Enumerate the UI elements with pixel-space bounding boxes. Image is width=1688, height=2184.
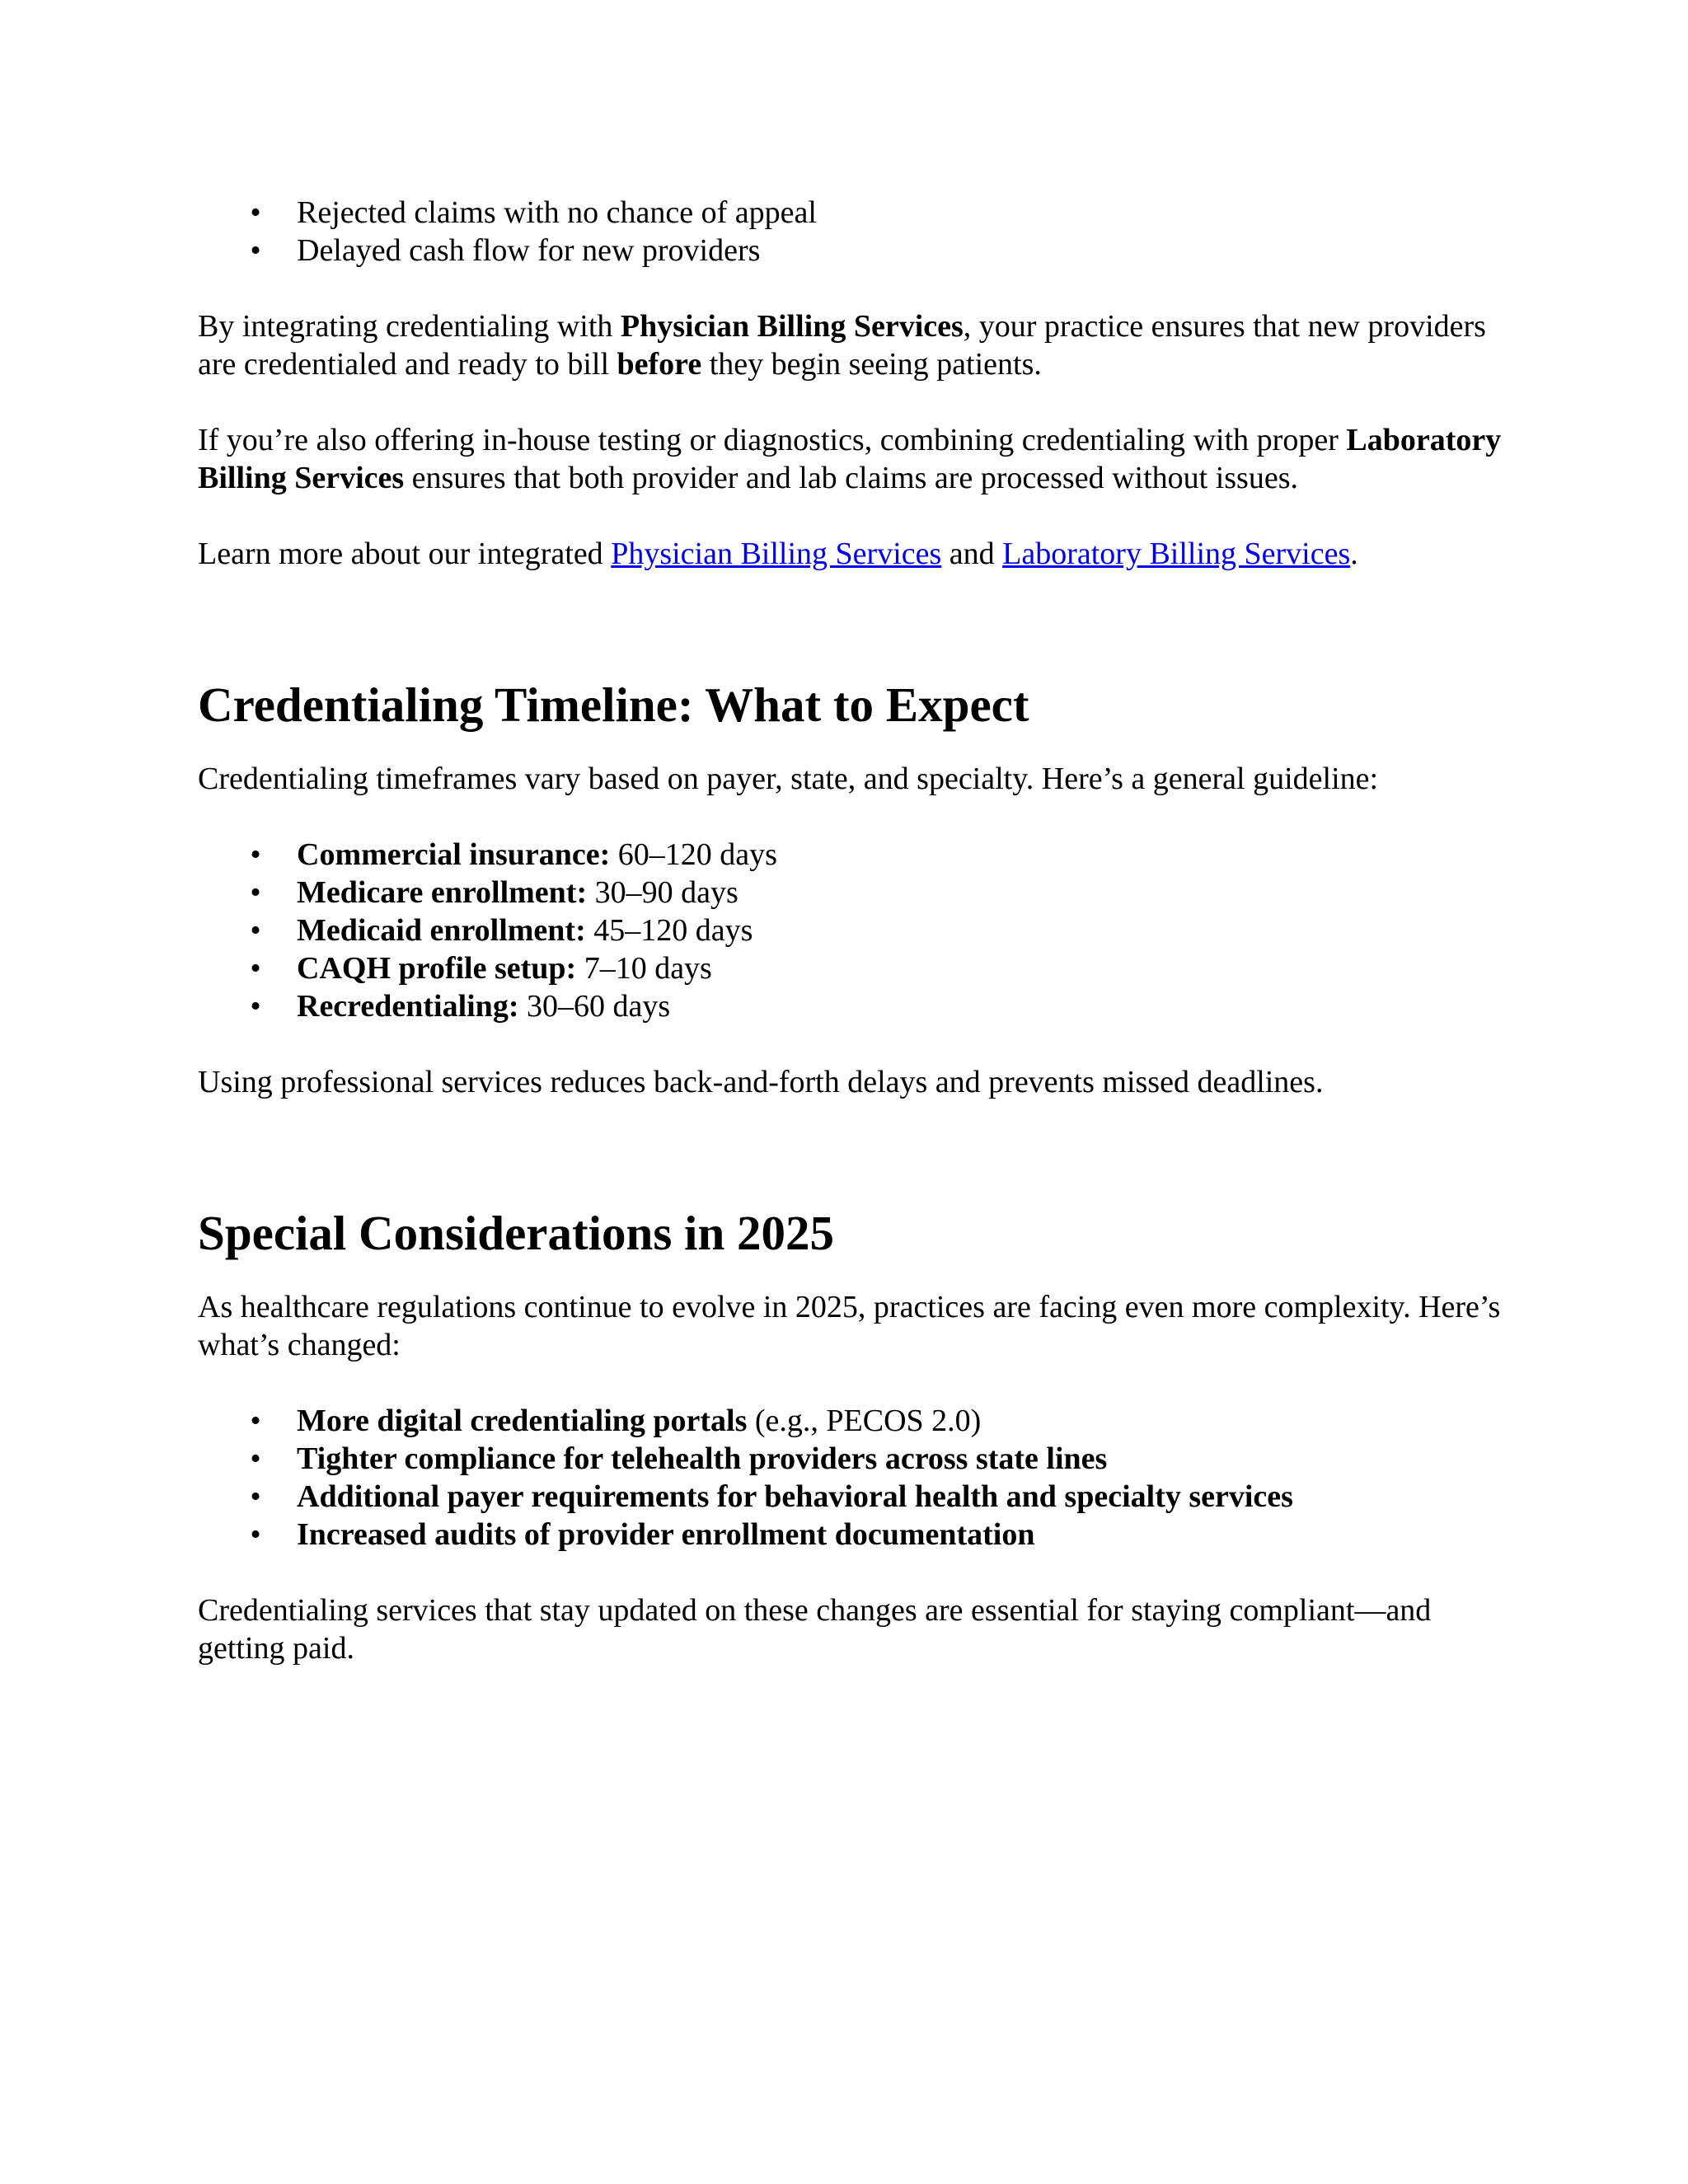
integration-paragraph: By integrating credentialing with Physician Billing Services, your practice ensures that new providers are credentialed and ready to bill before they begin seeing patients. [198,309,1486,382]
considerations-heading: Special Considerations in 2025 [198,1206,835,1260]
bullet: • [250,233,261,268]
timeline-heading: Credentialing Timeline: What to Expect [198,677,1029,732]
list-item: • Increased audits of provider enrollment documentation [198,1516,1517,1554]
list-item: • Additional payer requirements for behavioral health and specialty services [198,1478,1517,1516]
consequences-list [198,194,1517,269]
list-item: • Recredentialing: 30–60 days [198,987,1517,1025]
timeline-intro: Credentialing timeframes vary based on payer, state, and specialty. Here’s a general guideline: [198,762,1379,796]
list-item: • Delayed cash flow for new providers [198,232,1517,269]
physician-billing-link[interactable]: Physician Billing Services [611,537,942,571]
considerations-outro: Credentialing services that stay updated on these changes are essential for staying compliant—and getting paid. [198,1593,1432,1666]
bullet: • [250,1517,261,1552]
list-item: • Tighter compliance for telehealth providers across state lines [198,1440,1517,1478]
timeline-list [198,836,1517,1025]
timeline-outro: Using professional services reduces back-and-forth delays and prevents missed deadlines. [198,1065,1324,1099]
bullet: • [250,951,261,986]
bullet: • [250,837,261,872]
bullet: • [250,1479,261,1514]
list-item: • Medicaid enrollment: 45–120 days [198,912,1517,949]
bullet: • [250,1404,261,1438]
considerations-intro: As healthcare regulations continue to evolve in 2025, practices are facing even more complexity. Here’s what’s changed: [198,1290,1501,1362]
considerations-list [198,1402,1517,1554]
list-item: • Commercial insurance: 60–120 days [198,836,1517,874]
list-item: • CAQH profile setup: 7–10 days [198,949,1517,987]
bullet: • [250,913,261,948]
bullet: • [250,1441,261,1476]
document-body [198,194,1517,1667]
bullet: • [250,875,261,910]
laboratory-billing-link[interactable]: Laboratory Billing Services [1002,537,1351,571]
lab-billing-paragraph: If you’re also offering in-house testing or diagnostics, combining credentialing with proper Laboratory Billing Services ensures that both provider and lab claims are processed without issues. [198,423,1502,495]
list-item: • Medicare enrollment: 30–90 days [198,874,1517,912]
list-item: • Rejected claims with no chance of appeal [198,194,1517,232]
learn-more-paragraph: Learn more about our integrated Physician Billing Services and Laboratory Billing Services. [198,537,1358,571]
bullet: • [250,195,261,230]
bullet: • [250,989,261,1024]
list-item: • More digital credentialing portals (e.g., PECOS 2.0) [198,1402,1517,1440]
